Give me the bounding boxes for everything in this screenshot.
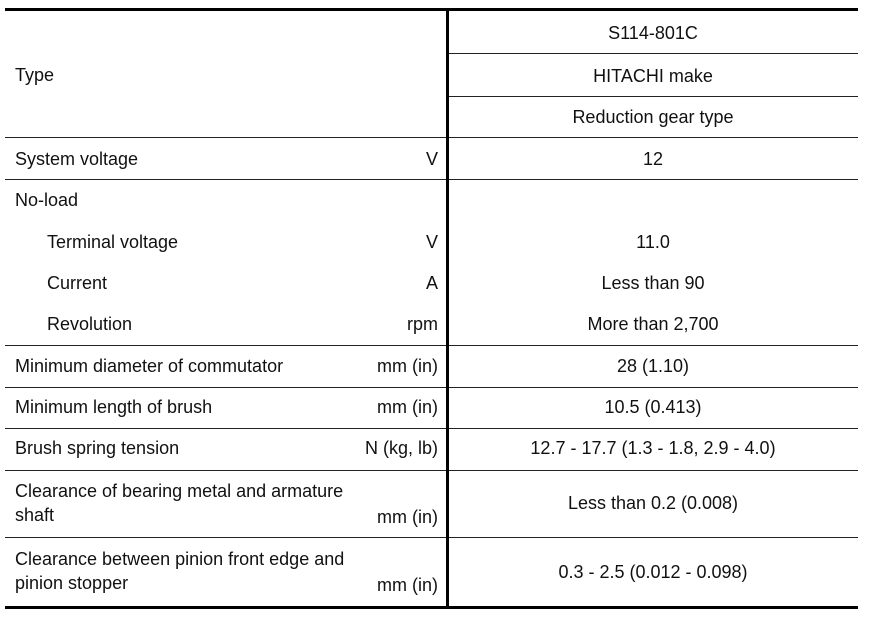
system-voltage-unit: V xyxy=(425,149,438,169)
terminal-voltage-unit: V xyxy=(425,232,438,252)
no-load-label: No-load xyxy=(15,190,79,210)
pinion-clearance-label-line1: Clearance between pinion front edge and xyxy=(15,549,345,569)
current-unit: A xyxy=(425,273,438,293)
terminal-voltage-label: Terminal voltage xyxy=(47,232,179,252)
bearing-clearance-unit: mm (in) xyxy=(377,507,438,527)
system-voltage-label: System voltage xyxy=(15,149,139,169)
brush-length-value: 10.5 (0.413) xyxy=(604,397,702,417)
current-value: Less than 90 xyxy=(601,273,705,293)
spring-tension-unit: N (kg, lb) xyxy=(364,438,438,458)
spring-tension-value: 12.7 - 17.7 (1.3 - 1.8, 2.9 - 4.0) xyxy=(530,438,776,458)
table-top-border xyxy=(5,8,858,11)
pinion-clearance-value: 0.3 - 2.5 (0.012 - 0.098) xyxy=(558,562,748,582)
revolution-unit: rpm xyxy=(407,314,438,334)
row-divider xyxy=(5,387,858,388)
pinion-clearance-label-line2: pinion stopper xyxy=(15,573,129,593)
system-voltage-value: 12 xyxy=(642,149,664,169)
row-divider xyxy=(5,428,858,429)
type-label: Type xyxy=(15,65,55,85)
pinion-clearance-unit: mm (in) xyxy=(377,575,438,595)
manufacturer: HITACHI make xyxy=(593,66,713,86)
starter-spec-table xyxy=(5,8,858,609)
table-bottom-border xyxy=(5,606,858,609)
gear-type: Reduction gear type xyxy=(572,107,734,127)
brush-length-label: Minimum length of brush xyxy=(15,397,213,417)
commutator-value: 28 (1.10) xyxy=(616,356,690,376)
bearing-clearance-label-line2: shaft xyxy=(15,505,55,525)
row-divider xyxy=(5,345,858,346)
spring-tension-label: Brush spring tension xyxy=(15,438,180,458)
row-divider xyxy=(5,537,858,538)
model-number: S114-801C xyxy=(608,23,698,43)
commutator-unit: mm (in) xyxy=(377,356,438,376)
bearing-clearance-value: Less than 0.2 (0.008) xyxy=(567,493,739,513)
current-label: Current xyxy=(47,273,108,293)
row-divider xyxy=(448,53,858,54)
row-divider xyxy=(5,137,858,138)
commutator-label: Minimum diameter of commutator xyxy=(15,356,284,376)
brush-length-unit: mm (in) xyxy=(377,397,438,417)
column-divider xyxy=(446,8,449,609)
terminal-voltage-value: 11.0 xyxy=(636,232,670,252)
revolution-label: Revolution xyxy=(47,314,133,334)
row-divider xyxy=(448,96,858,97)
bearing-clearance-label-line1: Clearance of bearing metal and armature xyxy=(15,481,344,501)
row-divider xyxy=(5,470,858,471)
revolution-value: More than 2,700 xyxy=(587,314,719,334)
row-divider xyxy=(5,179,858,180)
